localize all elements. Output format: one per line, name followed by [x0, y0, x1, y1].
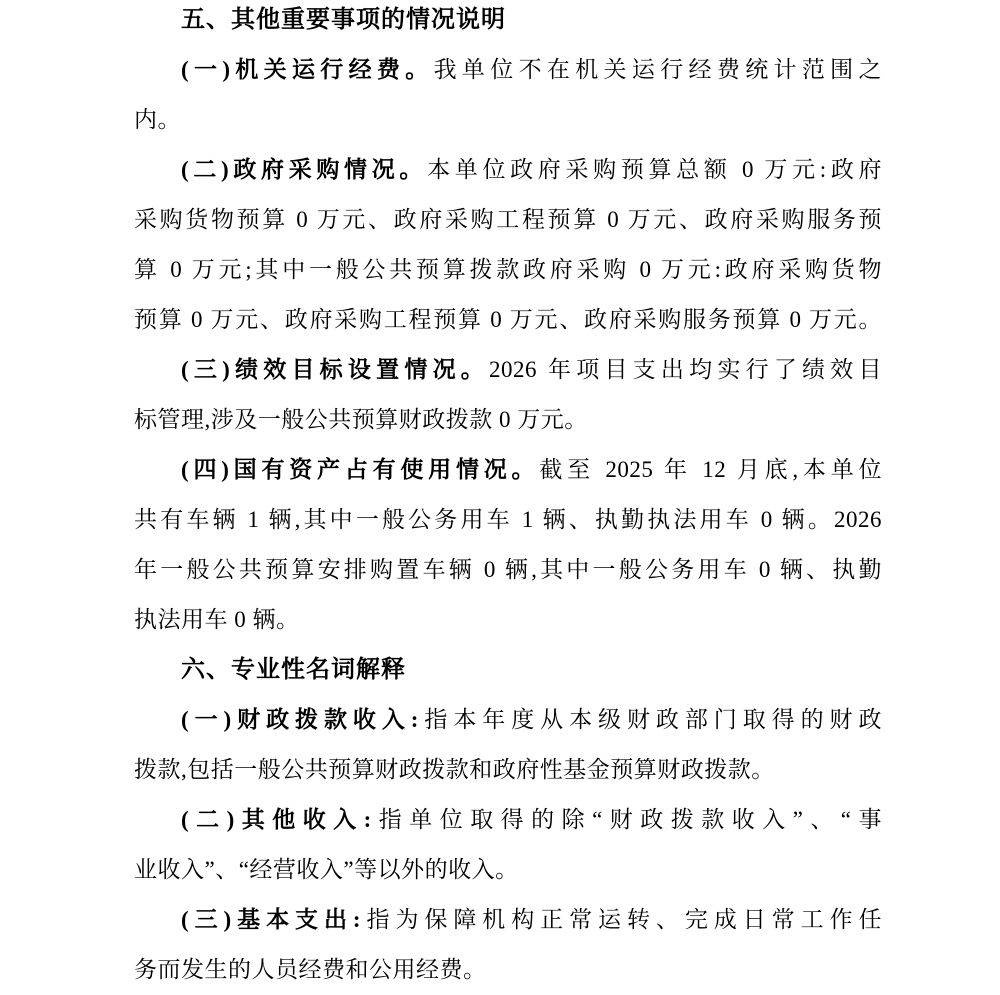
text-line: [134, 45, 882, 95]
section-heading: [134, 645, 882, 695]
body-text: 2026 年项目支出均实行了绩效目: [489, 357, 882, 382]
body-text: 内。: [134, 107, 181, 132]
body-text: 标管理,涉及一般公共预算财政拨款 0 万元。: [134, 407, 588, 432]
text-line: [134, 745, 882, 795]
lead-in-text: (四)国有资产占有使用情况。: [181, 457, 540, 482]
text-line: [134, 145, 882, 195]
lead-in-text: (一)机关运行经费。: [181, 57, 434, 82]
section-heading: [134, 0, 882, 45]
text-line: [134, 395, 882, 445]
body-text: 拨款,包括一般公共预算财政拨款和政府性基金预算财政拨款。: [134, 757, 775, 782]
text-line: [134, 245, 882, 295]
lead-in-text: (二)其他收入:: [181, 807, 372, 832]
text-line: [134, 545, 882, 595]
body-text: 执法用车 0 辆。: [134, 607, 300, 632]
lead-in-text: 五、其他重要事项的情况说明: [181, 6, 506, 33]
text-line: [134, 345, 882, 395]
text-line: [134, 695, 882, 745]
text-line: [134, 95, 882, 145]
lead-in-text: (三)绩效目标设置情况。: [181, 357, 490, 382]
body-text: 采购货物预算 0 万元、政府采购工程预算 0 万元、政府采购服务预: [134, 207, 882, 232]
body-text: 截至 2025 年 12 月底,本单位: [539, 457, 882, 482]
body-text: 年一般公共预算安排购置车辆 0 辆,其中一般公务用车 0 辆、执勤: [134, 557, 882, 582]
text-line: [134, 495, 882, 545]
lead-in-text: 六、专业性名词解释: [181, 656, 406, 683]
body-text: 预算 0 万元、政府采购工程预算 0 万元、政府采购服务预算 0 万元。: [134, 307, 882, 332]
body-text: 指单位取得的除“财政拨款收入”、“事: [371, 807, 882, 832]
text-line: [134, 445, 882, 495]
body-text: 务而发生的人员经费和公用经费。: [134, 957, 487, 982]
text-line: [134, 845, 882, 895]
text-line: [134, 895, 882, 945]
document-page: [134, 0, 882, 995]
text-line: [134, 195, 882, 245]
text-line: [134, 295, 882, 345]
text-line: [134, 795, 882, 845]
body-text: 我单位不在机关运行经费统计范围之: [433, 57, 882, 82]
body-text: 共有车辆 1 辆,其中一般公务用车 1 辆、执勤执法用车 0 辆。2026: [134, 507, 882, 532]
body-text: 指为保障机构正常运转、完成日常工作任: [361, 907, 882, 932]
lead-in-text: (二)政府采购情况。: [181, 157, 428, 182]
body-text: 本单位政府采购预算总额 0 万元:政府: [427, 157, 882, 182]
body-text: 业收入”、“经营收入”等以外的收入。: [134, 857, 519, 882]
lead-in-text: (一)财政拨款收入:: [181, 707, 419, 732]
text-line: [134, 595, 882, 645]
body-text: 指本年度从本级财政部门取得的财政: [418, 707, 882, 732]
lead-in-text: (三)基本支出:: [181, 907, 362, 932]
text-line: [134, 945, 882, 995]
body-text: 算 0 万元;其中一般公共预算拨款政府采购 0 万元:政府采购货物: [134, 257, 882, 282]
